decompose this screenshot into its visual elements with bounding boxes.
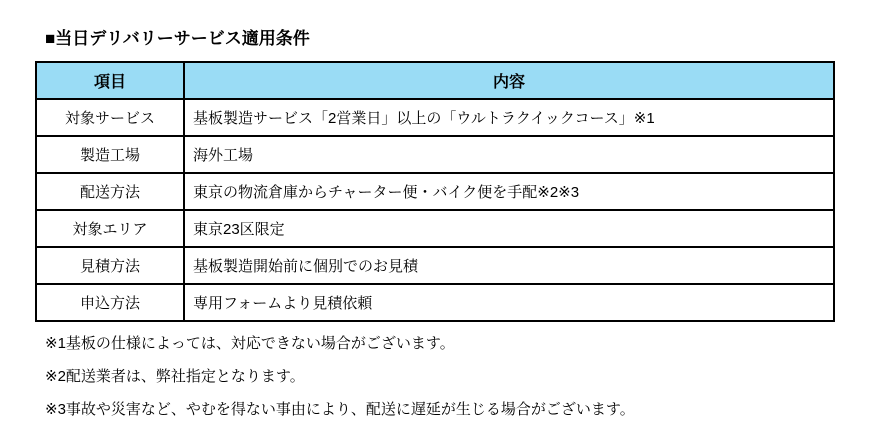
footnote-1: ※1基板の仕様によっては、対応できない場合がございます。 bbox=[45, 335, 455, 352]
row-label: 対象サービス bbox=[36, 99, 184, 136]
row-content: 専用フォームより見積依頼 bbox=[184, 284, 834, 321]
table-row-target-area bbox=[36, 210, 834, 247]
footnote-2: ※2配送業者は、弊社指定となります。 bbox=[45, 368, 305, 385]
column-header-content: 内容 bbox=[184, 62, 834, 99]
row-label: 製造工場 bbox=[36, 136, 184, 173]
page-title: ■当日デリバリーサービス適用条件 bbox=[45, 29, 310, 48]
conditions-table bbox=[35, 61, 835, 322]
footnote-3: ※3事故や災害など、やむを得ない事由により、配送に遅延が生じる場合がございます。 bbox=[45, 401, 635, 418]
footnotes bbox=[45, 336, 884, 418]
column-header-item: 項目 bbox=[36, 62, 184, 99]
table-row-estimate-method bbox=[36, 247, 834, 284]
table-row-application-method bbox=[36, 284, 834, 321]
row-label: 見積方法 bbox=[36, 247, 184, 284]
row-content: 海外工場 bbox=[184, 136, 834, 173]
table-header-row bbox=[36, 62, 834, 99]
row-content: 基板製造開始前に個別でのお見積 bbox=[184, 247, 834, 284]
table-row-shipping-method bbox=[36, 173, 834, 210]
table-row-target-service bbox=[36, 99, 834, 136]
row-content: 東京の物流倉庫からチャーター便・バイク便を手配※2※3 bbox=[184, 173, 834, 210]
table-row-factory bbox=[36, 136, 834, 173]
row-label: 対象エリア bbox=[36, 210, 184, 247]
row-label: 申込方法 bbox=[36, 284, 184, 321]
row-content: 東京23区限定 bbox=[184, 210, 834, 247]
row-content: 基板製造サービス「2営業日」以上の「ウルトラクイックコース」※1 bbox=[184, 99, 834, 136]
row-label: 配送方法 bbox=[36, 173, 184, 210]
